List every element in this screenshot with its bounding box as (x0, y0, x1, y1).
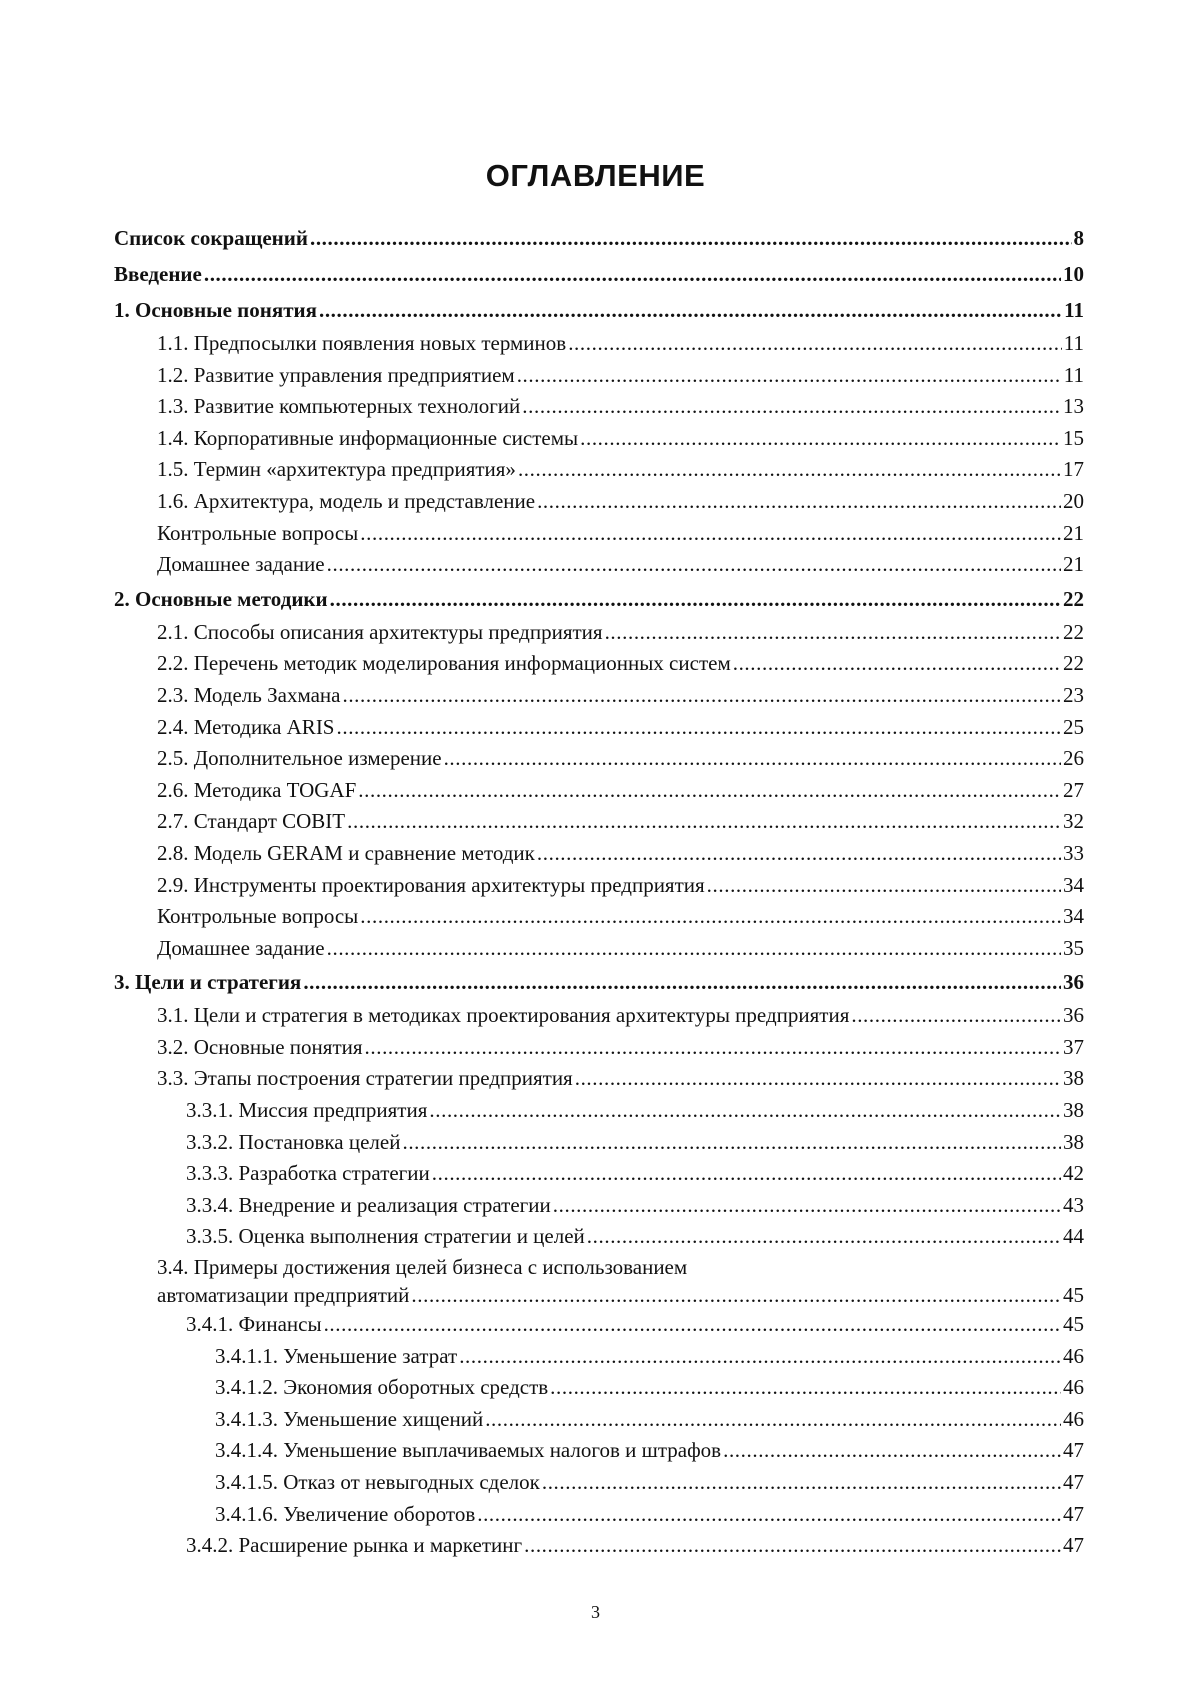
toc-page-number: 8 (1073, 226, 1084, 250)
toc-entry[interactable] (114, 292, 1084, 328)
toc-entry-title: 2.3. Модель Захмана (157, 682, 341, 707)
dot-leader (537, 838, 1061, 870)
toc-page-number: 27 (1063, 777, 1084, 802)
page-title: ОГЛАВЛЕНИЕ (485, 158, 706, 193)
toc-entry-title: 3.4.1.3. Уменьшение хищений (215, 1406, 484, 1431)
toc-entry[interactable] (114, 648, 1084, 680)
toc-entry[interactable] (114, 328, 1084, 360)
toc-page-number: 36 (1063, 1003, 1084, 1028)
dot-leader (723, 1435, 1061, 1467)
dot-leader (707, 870, 1061, 902)
toc-entry[interactable] (114, 933, 1084, 965)
toc-entry[interactable] (114, 1221, 1084, 1253)
toc-entry[interactable] (114, 838, 1084, 870)
dot-leader (851, 1000, 1061, 1032)
dot-leader (347, 806, 1061, 838)
toc-page-number: 38 (1063, 1066, 1084, 1091)
toc-entry[interactable] (114, 1095, 1084, 1127)
dot-leader (444, 743, 1061, 775)
toc-entry[interactable] (114, 1063, 1084, 1095)
toc-page-number: 38 (1063, 1098, 1084, 1123)
dot-leader (542, 1467, 1061, 1499)
toc-page-number: 23 (1063, 682, 1084, 707)
toc-page-number: 33 (1063, 840, 1084, 865)
toc-entry[interactable] (114, 1341, 1084, 1373)
toc-page-number: 34 (1063, 872, 1084, 897)
toc-page-number: 47 (1063, 1501, 1084, 1526)
toc-entry[interactable] (114, 901, 1084, 933)
dot-leader (524, 1530, 1061, 1562)
toc-page-number: 44 (1063, 1224, 1084, 1249)
dot-leader (553, 1190, 1061, 1222)
toc-entry-title: 1. Основные понятия (114, 298, 317, 322)
dot-leader (327, 933, 1061, 965)
dot-leader (477, 1499, 1061, 1531)
toc-entry-title: 1.3. Развитие компьютерных технологий (157, 394, 521, 419)
dot-leader (358, 775, 1061, 807)
toc-entry-title: 3.3.4. Внедрение и реализация стратегии (186, 1192, 551, 1217)
dot-leader (568, 328, 1062, 360)
toc-entry-title: 3.3.3. Разработка стратегии (186, 1161, 430, 1186)
toc-page-number: 17 (1063, 457, 1084, 482)
dot-leader (360, 901, 1061, 933)
toc-entry[interactable] (114, 870, 1084, 902)
toc-entry-title: Домашнее задание (157, 552, 325, 577)
toc-entry-title: 2.6. Методика TOGAF (157, 777, 357, 802)
toc-page-number: 11 (1063, 362, 1084, 387)
toc-entry[interactable] (114, 743, 1084, 775)
toc-page-number: 46 (1063, 1343, 1084, 1368)
toc-entry-title: 3.4.1.5. Отказ от невыгодных сделок (215, 1470, 540, 1494)
toc-entry-title: Домашнее задание (157, 935, 325, 960)
toc-entry-title: 3.3. Этапы построения стратегии предприятия (157, 1066, 573, 1091)
dot-leader (337, 712, 1062, 744)
toc-page-number: 21 (1063, 520, 1084, 545)
toc-entry[interactable] (114, 1372, 1084, 1404)
toc-entry-title: 2.7. Стандарт COBIT (157, 809, 346, 834)
dot-leader (587, 1221, 1061, 1253)
dot-leader (550, 1372, 1061, 1404)
toc-entry-title: 2.2. Перечень методик моделирования информационных систем (157, 651, 731, 676)
toc-page-number: 47 (1063, 1533, 1084, 1558)
toc-entry-title: 2.8. Модель GERAM и сравнение методик (157, 840, 535, 865)
toc-entry[interactable] (114, 360, 1084, 392)
toc-entry[interactable] (114, 617, 1084, 649)
dot-leader (522, 391, 1061, 423)
toc-page-number: 38 (1063, 1129, 1084, 1154)
toc-page-number: 20 (1063, 488, 1084, 513)
toc-entry-title: 2.1. Способы описания архитектуры предприятия (157, 619, 603, 644)
table-of-contents (114, 220, 1084, 1562)
toc-entry[interactable] (114, 1309, 1084, 1341)
toc-page-number: 46 (1063, 1406, 1084, 1431)
toc-page-number: 22 (1063, 586, 1084, 611)
toc-entry-title-line1: 3.4. Примеры достижения целей бизнеса с использованием (157, 1255, 688, 1280)
toc-page-number: 34 (1063, 904, 1084, 929)
dot-leader (365, 1032, 1061, 1064)
dot-leader (360, 518, 1061, 550)
toc-entry-title: 3.4.1.1. Уменьшение затрат (215, 1343, 458, 1368)
toc-page-number: 45 (1063, 1312, 1084, 1337)
toc-entry[interactable] (114, 775, 1084, 807)
toc-entry-title: 3.4.1.4. Уменьшение выплачиваемых налогов и штрафов (215, 1438, 722, 1463)
dot-leader (733, 648, 1061, 680)
toc-entry[interactable] (114, 518, 1084, 550)
toc-page-number: 42 (1063, 1161, 1084, 1186)
dot-leader (342, 680, 1061, 712)
toc-page-number: 45 (1063, 1283, 1084, 1308)
toc-page-number: 47 (1063, 1470, 1084, 1494)
dot-leader (327, 549, 1061, 581)
toc-page-number: 22 (1063, 651, 1084, 676)
toc-page-number: 26 (1063, 746, 1084, 771)
toc-entry-title: 3.3.1. Миссия предприятия (186, 1098, 428, 1123)
toc-entry[interactable] (114, 1190, 1084, 1222)
toc-entry-title: Контрольные вопросы (157, 520, 359, 545)
dot-leader (575, 1063, 1061, 1095)
toc-entry-title: 2.9. Инструменты проектирования архитектуры предприятия (157, 872, 705, 897)
dot-leader (429, 1095, 1061, 1127)
toc-entry[interactable] (114, 454, 1084, 486)
dot-leader (537, 486, 1061, 518)
dot-leader (330, 581, 1061, 617)
toc-page-number: 15 (1063, 425, 1084, 450)
toc-entry[interactable] (114, 549, 1084, 581)
dot-leader (319, 292, 1062, 328)
toc-entry-title: Контрольные вопросы (157, 904, 359, 929)
toc-page-number: 10 (1063, 262, 1084, 286)
toc-entry-title: 1.2. Развитие управления предприятием (157, 362, 515, 387)
toc-entry[interactable] (114, 1032, 1084, 1064)
toc-entry[interactable] (114, 256, 1084, 292)
toc-page-number: 21 (1063, 552, 1084, 577)
toc-entry-title: 3.2. Основные понятия (157, 1034, 363, 1059)
toc-entry-title: 3.1. Цели и стратегия в методиках проектирования архитектуры предприятия (157, 1003, 850, 1028)
toc-page-number: 43 (1063, 1192, 1084, 1217)
dot-leader (518, 454, 1061, 486)
toc-entry[interactable] (114, 712, 1084, 744)
dot-leader (411, 1281, 1061, 1309)
toc-entry[interactable] (114, 964, 1084, 1000)
toc-entry[interactable] (114, 1000, 1084, 1032)
toc-page-number: 32 (1063, 809, 1084, 834)
toc-entry[interactable] (114, 391, 1084, 423)
toc-page-number: 11 (1063, 331, 1084, 355)
toc-entry[interactable] (114, 220, 1084, 256)
dot-leader (324, 1309, 1061, 1341)
toc-entry[interactable] (114, 581, 1084, 617)
toc-entry-title: 2. Основные методики (114, 586, 328, 611)
toc-entry[interactable] (114, 1467, 1084, 1499)
toc-entry[interactable] (114, 423, 1084, 455)
toc-entry[interactable] (114, 486, 1084, 518)
toc-entry-title: автоматизации предприятий (157, 1283, 410, 1308)
toc-page-number: 37 (1063, 1034, 1084, 1059)
toc-entry-title: 2.5. Дополнительное измерение (157, 746, 442, 771)
toc-entry-title: 3. Цели и стратегия (114, 970, 302, 995)
toc-entry-title: 2.4. Методика ARIS (157, 714, 335, 739)
toc-entry[interactable] (114, 1499, 1084, 1531)
toc-entry-title: 1.6. Архитектура, модель и представление (157, 488, 536, 513)
toc-entry-title: 3.4.1.6. Увеличение оборотов (215, 1501, 476, 1526)
dot-leader (310, 220, 1072, 256)
dot-leader (485, 1404, 1061, 1436)
toc-entry[interactable] (114, 1530, 1084, 1562)
toc-entry-title: 1.1. Предпосылки появления новых терминов (157, 331, 567, 355)
toc-entry[interactable] (114, 1281, 1084, 1309)
dot-leader (204, 256, 1061, 292)
toc-page-number: 36 (1063, 970, 1084, 995)
toc-page-number: 46 (1063, 1375, 1084, 1400)
toc-entry-title: 3.4.1. Финансы (186, 1312, 322, 1337)
toc-entry-title: 1.4. Корпоративные информационные системы (157, 425, 579, 450)
toc-page-number: 11 (1064, 298, 1084, 322)
toc-page-number: 35 (1063, 935, 1084, 960)
dot-leader (580, 423, 1061, 455)
page-number: 3 (591, 1602, 600, 1622)
toc-entry-title: 3.4.2. Расширение рынка и маркетинг (186, 1533, 523, 1558)
toc-entry-title: 3.3.2. Постановка целей (186, 1129, 401, 1154)
toc-entry[interactable] (114, 1158, 1084, 1190)
dot-leader (303, 964, 1061, 1000)
toc-entry[interactable] (114, 1127, 1084, 1159)
toc-entry-title: Введение (114, 262, 202, 286)
toc-page-number: 47 (1063, 1438, 1084, 1463)
toc-entry[interactable] (114, 680, 1084, 712)
dot-leader (605, 617, 1061, 649)
toc-entry[interactable] (114, 1404, 1084, 1436)
toc-page-number: 25 (1063, 714, 1084, 739)
toc-entry-title: 3.4.1.2. Экономия оборотных средств (215, 1375, 549, 1400)
dot-leader (459, 1341, 1061, 1373)
toc-entry-title: Список сокращений (114, 226, 308, 250)
toc-page-number: 22 (1063, 619, 1084, 644)
toc-page-number: 13 (1063, 394, 1084, 419)
dot-leader (402, 1127, 1061, 1159)
dot-leader (517, 360, 1062, 392)
dot-leader (432, 1158, 1061, 1190)
toc-entry-title: 3.3.5. Оценка выполнения стратегии и целей (186, 1224, 585, 1249)
toc-entry[interactable] (114, 1435, 1084, 1467)
toc-entry-title: 1.5. Термин «архитектура предприятия» (157, 457, 516, 482)
toc-entry[interactable] (114, 806, 1084, 838)
